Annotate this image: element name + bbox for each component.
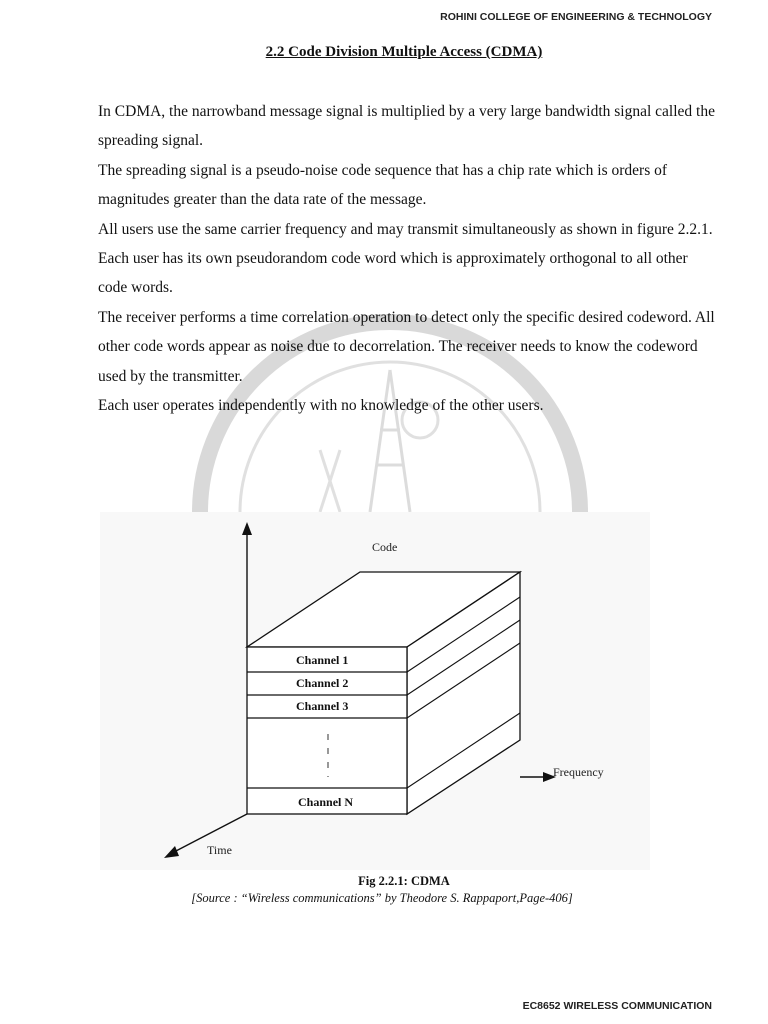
body-text	[98, 97, 718, 420]
channel-1-label: Channel 1	[296, 653, 349, 667]
paragraph: In CDMA, the narrowband message signal is multiplied by a very large bandwidth signal called the spreading signal.	[98, 103, 715, 150]
time-axis-label: Time	[207, 843, 232, 857]
channel-n-label: Channel N	[298, 795, 354, 809]
paragraph: All users use the same carrier frequency and may transmit simultaneously as shown in figure 2.2.1.	[98, 220, 713, 238]
figure-source: [Source : “Wireless communications” by Theodore S. Rappaport,Page-406]	[191, 891, 573, 905]
page-header: ROHINI COLLEGE OF ENGINEERING & TECHNOLOGY	[440, 11, 712, 23]
channel-2-label: Channel 2	[296, 676, 349, 690]
channel-3-label: Channel 3	[296, 699, 349, 713]
paragraph: Each user has its own pseudorandom code word which is approximately orthogonal to all other code words.	[98, 250, 688, 297]
code-axis-label: Code	[372, 540, 398, 554]
figure-caption: Fig 2.2.1: CDMA	[358, 874, 450, 888]
paragraph: Each user operates independently with no knowledge of the other users.	[98, 397, 544, 415]
page-footer: EC8652 WIRELESS COMMUNICATION	[522, 1000, 712, 1012]
frequency-axis-label: Frequency	[553, 765, 604, 779]
paragraph: The spreading signal is a pseudo-noise code sequence that has a chip rate which is orders of magnitudes greater than the data rate of the message.	[98, 161, 668, 209]
paragraph: The receiver performs a time correlation operation to detect only the specific desired codeword. All other code words appear as noise due to decorrelation. The receiver needs to know the codeword used by the transmitter.	[98, 308, 715, 385]
section-title: 2.2 Code Division Multiple Access (CDMA)	[265, 44, 543, 60]
cdma-figure	[100, 512, 650, 870]
